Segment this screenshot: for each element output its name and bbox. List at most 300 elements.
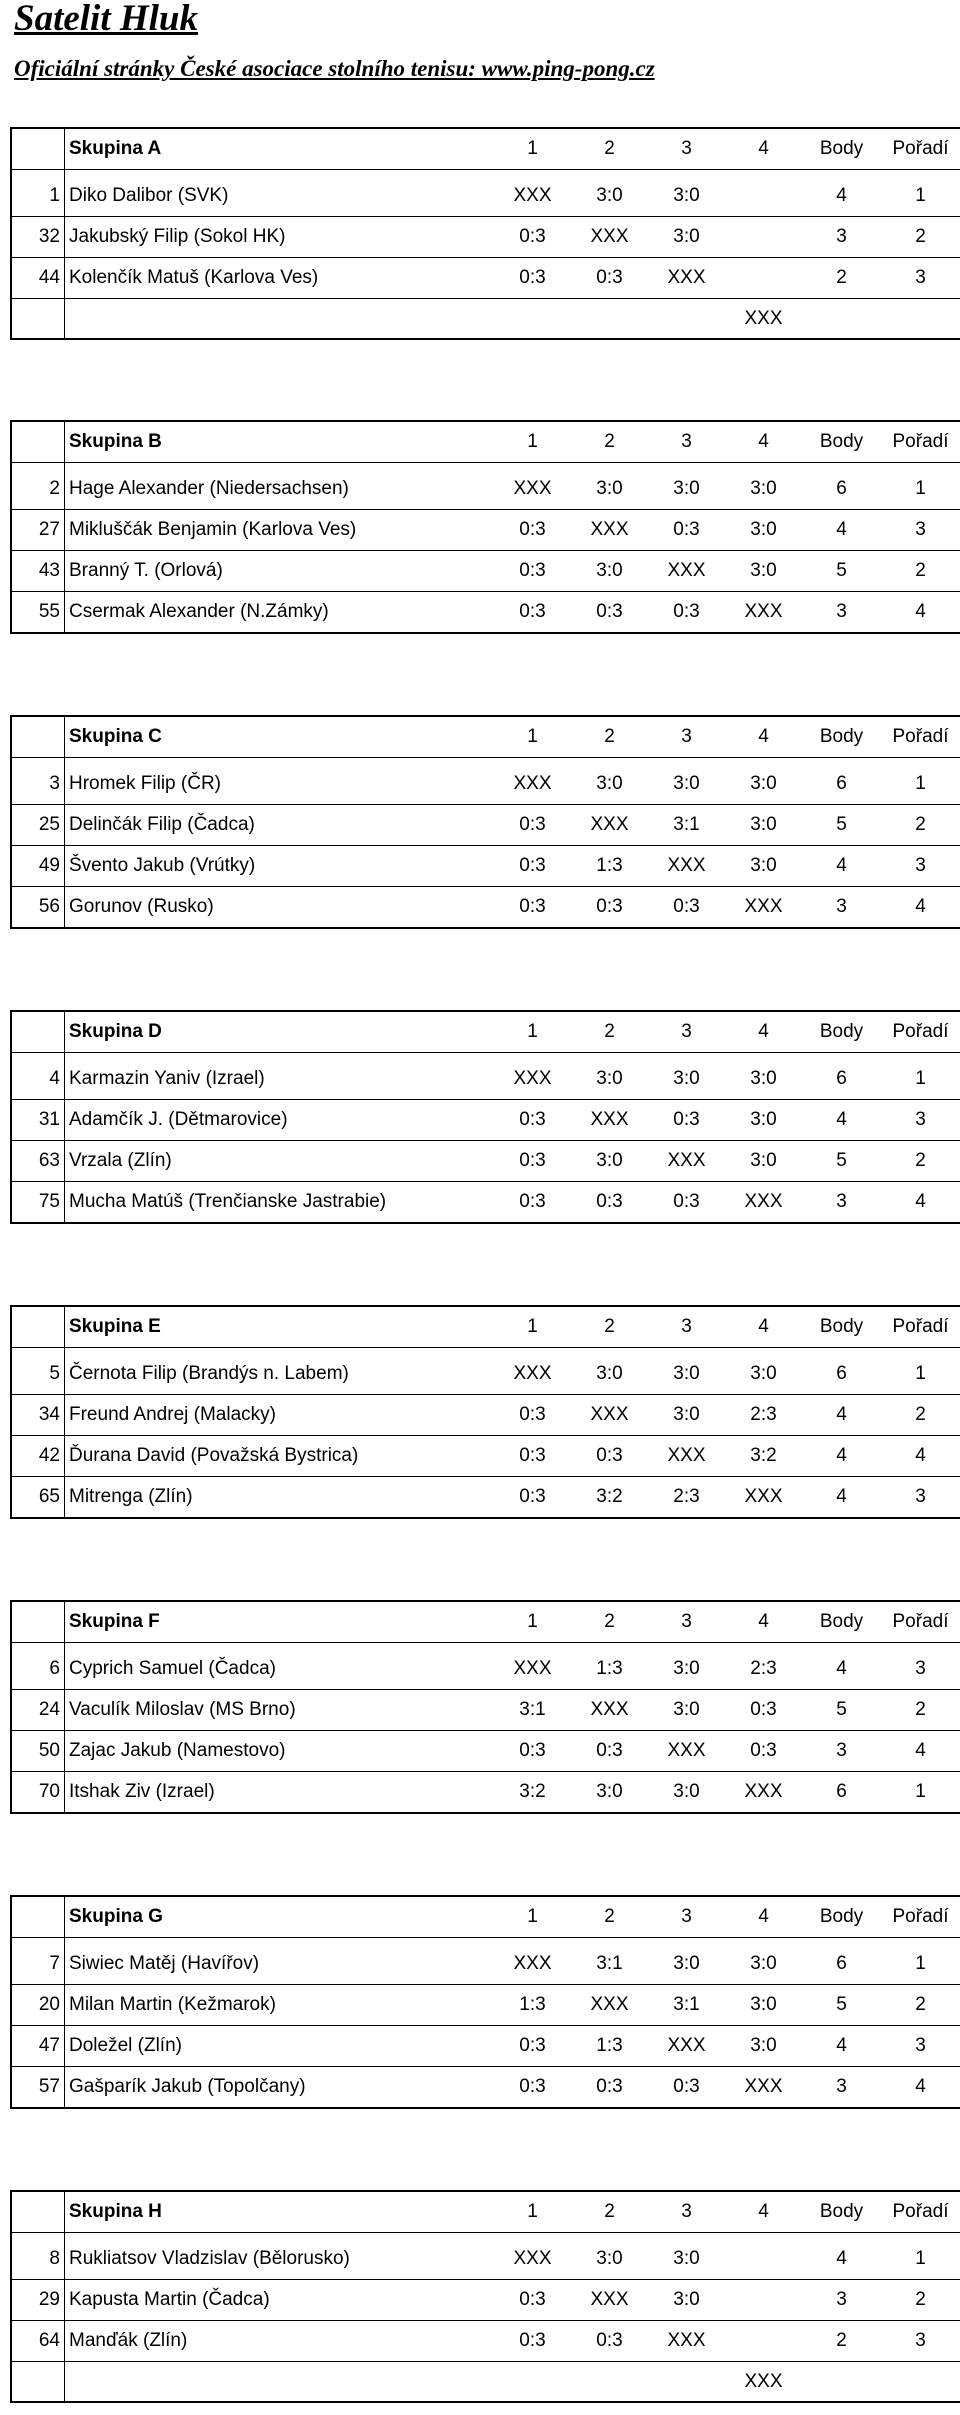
player-row bbox=[11, 1354, 960, 1395]
result-vs-2: 3:1 bbox=[571, 1944, 648, 1985]
player-number: 29 bbox=[11, 2280, 65, 2321]
group-name: Skupina G bbox=[65, 1896, 495, 1938]
player-row bbox=[11, 1649, 960, 1690]
result-vs-3: 3:0 bbox=[648, 1772, 725, 1814]
player-name: Hromek Filip (ČR) bbox=[65, 764, 495, 805]
result-vs-2: XXX bbox=[571, 1395, 648, 1436]
player-points: 3 bbox=[802, 1731, 881, 1772]
player-row bbox=[11, 764, 960, 805]
header-col-3: 3 bbox=[648, 128, 725, 170]
header-number bbox=[11, 1896, 65, 1938]
result-vs-2: 3:0 bbox=[571, 1354, 648, 1395]
player-rank: 1 bbox=[881, 1772, 960, 1814]
group-table bbox=[10, 1600, 960, 1814]
header-col-4: 4 bbox=[725, 1601, 802, 1643]
header-poradi: Pořadí bbox=[881, 1896, 960, 1938]
player-row bbox=[11, 1395, 960, 1436]
player-name: Milan Martin (Kežmarok) bbox=[65, 1985, 495, 2026]
result-vs-4 bbox=[725, 2280, 802, 2321]
player-rank: 3 bbox=[881, 2321, 960, 2362]
header-poradi: Pořadí bbox=[881, 1011, 960, 1053]
header-col-4: 4 bbox=[725, 2191, 802, 2233]
result-vs-1: 0:3 bbox=[494, 887, 571, 929]
player-rank: 4 bbox=[881, 592, 960, 634]
player-number: 2 bbox=[11, 469, 65, 510]
extra-cell bbox=[802, 2362, 881, 2403]
player-points: 5 bbox=[802, 551, 881, 592]
group-table bbox=[10, 1010, 960, 1224]
player-points: 4 bbox=[802, 2239, 881, 2280]
group-a bbox=[10, 127, 953, 340]
player-row bbox=[11, 1436, 960, 1477]
header-col-1: 1 bbox=[494, 128, 571, 170]
player-row bbox=[11, 2321, 960, 2362]
player-row bbox=[11, 846, 960, 887]
player-name: Jakubský Filip (Sokol HK) bbox=[65, 217, 495, 258]
player-rank: 4 bbox=[881, 2067, 960, 2109]
player-row bbox=[11, 510, 960, 551]
result-vs-3: 3:0 bbox=[648, 217, 725, 258]
result-vs-2: 3:0 bbox=[571, 551, 648, 592]
group-header-row bbox=[11, 421, 960, 463]
player-points: 6 bbox=[802, 469, 881, 510]
result-vs-3: XXX bbox=[648, 1141, 725, 1182]
player-number: 56 bbox=[11, 887, 65, 929]
result-vs-3: 3:1 bbox=[648, 1985, 725, 2026]
player-row bbox=[11, 805, 960, 846]
player-row bbox=[11, 1772, 960, 1814]
player-name: Vrzala (Zlín) bbox=[65, 1141, 495, 1182]
player-number: 55 bbox=[11, 592, 65, 634]
group-b bbox=[10, 420, 953, 634]
player-name: Delinčák Filip (Čadca) bbox=[65, 805, 495, 846]
group-table bbox=[10, 1895, 960, 2109]
header-col-1: 1 bbox=[494, 1896, 571, 1938]
player-row bbox=[11, 1477, 960, 1519]
player-row bbox=[11, 2067, 960, 2109]
player-row bbox=[11, 1182, 960, 1224]
group-name: Skupina B bbox=[65, 421, 495, 463]
player-rank: 4 bbox=[881, 887, 960, 929]
player-rank: 2 bbox=[881, 551, 960, 592]
result-vs-2: XXX bbox=[571, 2280, 648, 2321]
header-poradi: Pořadí bbox=[881, 2191, 960, 2233]
result-vs-4 bbox=[725, 2239, 802, 2280]
player-points: 3 bbox=[802, 217, 881, 258]
result-vs-2: XXX bbox=[571, 217, 648, 258]
result-vs-3: XXX bbox=[648, 1436, 725, 1477]
player-name: Švento Jakub (Vrútky) bbox=[65, 846, 495, 887]
result-vs-1: XXX bbox=[494, 2239, 571, 2280]
player-name: Rukliatsov Vladzislav (Bělorusko) bbox=[65, 2239, 495, 2280]
result-vs-1: 0:3 bbox=[494, 2067, 571, 2109]
player-points: 6 bbox=[802, 764, 881, 805]
result-vs-3: XXX bbox=[648, 258, 725, 299]
player-number: 6 bbox=[11, 1649, 65, 1690]
header-col-4: 4 bbox=[725, 716, 802, 758]
player-rank: 2 bbox=[881, 1985, 960, 2026]
player-row bbox=[11, 1141, 960, 1182]
result-vs-2: 3:0 bbox=[571, 1059, 648, 1100]
extra-cell bbox=[802, 299, 881, 340]
player-rank: 3 bbox=[881, 258, 960, 299]
player-points: 5 bbox=[802, 805, 881, 846]
result-vs-1: 0:3 bbox=[494, 2280, 571, 2321]
result-vs-1: 0:3 bbox=[494, 1100, 571, 1141]
result-vs-1: 3:2 bbox=[494, 1772, 571, 1814]
player-points: 4 bbox=[802, 846, 881, 887]
result-vs-3: XXX bbox=[648, 551, 725, 592]
player-points: 2 bbox=[802, 258, 881, 299]
result-vs-4: 3:0 bbox=[725, 846, 802, 887]
extra-cell bbox=[571, 299, 648, 340]
result-vs-1: XXX bbox=[494, 1649, 571, 1690]
header-col-1: 1 bbox=[494, 2191, 571, 2233]
result-vs-3: 3:0 bbox=[648, 764, 725, 805]
header-col-3: 3 bbox=[648, 1306, 725, 1348]
player-name: Adamčík J. (Dětmarovice) bbox=[65, 1100, 495, 1141]
player-points: 3 bbox=[802, 1182, 881, 1224]
player-number: 50 bbox=[11, 1731, 65, 1772]
player-number: 4 bbox=[11, 1059, 65, 1100]
group-g bbox=[10, 1895, 953, 2109]
result-vs-1: XXX bbox=[494, 1944, 571, 1985]
result-vs-3: XXX bbox=[648, 2026, 725, 2067]
player-number: 7 bbox=[11, 1944, 65, 1985]
group-name: Skupina D bbox=[65, 1011, 495, 1053]
player-row bbox=[11, 1059, 960, 1100]
group-table bbox=[10, 2190, 960, 2403]
extra-cell bbox=[65, 2362, 495, 2403]
header-col-3: 3 bbox=[648, 1896, 725, 1938]
result-vs-2: 0:3 bbox=[571, 592, 648, 634]
result-vs-2: 3:0 bbox=[571, 764, 648, 805]
player-number: 27 bbox=[11, 510, 65, 551]
result-vs-1: 0:3 bbox=[494, 258, 571, 299]
result-vs-3: 0:3 bbox=[648, 1100, 725, 1141]
player-number: 31 bbox=[11, 1100, 65, 1141]
result-vs-2: 3:2 bbox=[571, 1477, 648, 1519]
player-rank: 4 bbox=[881, 1731, 960, 1772]
header-col-2: 2 bbox=[571, 421, 648, 463]
result-vs-4: 3:0 bbox=[725, 1100, 802, 1141]
header-body: Body bbox=[802, 2191, 881, 2233]
result-vs-4: 0:3 bbox=[725, 1690, 802, 1731]
header-poradi: Pořadí bbox=[881, 1601, 960, 1643]
player-number: 3 bbox=[11, 764, 65, 805]
result-vs-4: XXX bbox=[725, 1477, 802, 1519]
result-vs-3: 0:3 bbox=[648, 887, 725, 929]
player-name: Mucha Matúš (Trenčianske Jastrabie) bbox=[65, 1182, 495, 1224]
header-col-4: 4 bbox=[725, 1011, 802, 1053]
player-rank: 1 bbox=[881, 764, 960, 805]
result-vs-2: XXX bbox=[571, 805, 648, 846]
player-points: 5 bbox=[802, 1985, 881, 2026]
result-vs-3: 3:0 bbox=[648, 1690, 725, 1731]
extra-xxx-cell: XXX bbox=[725, 299, 802, 340]
result-vs-4: 2:3 bbox=[725, 1395, 802, 1436]
result-vs-3: 3:0 bbox=[648, 176, 725, 217]
page-subtitle: Oficiální stránky České asociace stolního tenisu: www.ping-pong.cz bbox=[14, 56, 655, 81]
header-body: Body bbox=[802, 421, 881, 463]
player-points: 6 bbox=[802, 1772, 881, 1814]
result-vs-2: XXX bbox=[571, 510, 648, 551]
result-vs-2: 3:0 bbox=[571, 1141, 648, 1182]
result-vs-3: 3:1 bbox=[648, 805, 725, 846]
result-vs-2: XXX bbox=[571, 1100, 648, 1141]
player-row bbox=[11, 2026, 960, 2067]
result-vs-4 bbox=[725, 258, 802, 299]
extra-row bbox=[11, 299, 960, 340]
result-vs-3: XXX bbox=[648, 1731, 725, 1772]
player-points: 3 bbox=[802, 2067, 881, 2109]
result-vs-3: 0:3 bbox=[648, 592, 725, 634]
header-number bbox=[11, 1011, 65, 1053]
player-name: Siwiec Matěj (Havířov) bbox=[65, 1944, 495, 1985]
result-vs-4: 3:0 bbox=[725, 805, 802, 846]
player-name: Vaculík Miloslav (MS Brno) bbox=[65, 1690, 495, 1731]
result-vs-4: XXX bbox=[725, 887, 802, 929]
group-table bbox=[10, 420, 960, 634]
player-rank: 4 bbox=[881, 1182, 960, 1224]
header-number bbox=[11, 716, 65, 758]
player-number: 25 bbox=[11, 805, 65, 846]
result-vs-1: 0:3 bbox=[494, 2321, 571, 2362]
player-number: 34 bbox=[11, 1395, 65, 1436]
player-number: 8 bbox=[11, 2239, 65, 2280]
player-row bbox=[11, 1731, 960, 1772]
player-rank: 3 bbox=[881, 1477, 960, 1519]
result-vs-3: 0:3 bbox=[648, 510, 725, 551]
result-vs-4: 3:0 bbox=[725, 1985, 802, 2026]
extra-cell bbox=[571, 2362, 648, 2403]
result-vs-1: XXX bbox=[494, 764, 571, 805]
player-number: 49 bbox=[11, 846, 65, 887]
player-number: 1 bbox=[11, 176, 65, 217]
player-row bbox=[11, 592, 960, 634]
header-number bbox=[11, 2191, 65, 2233]
player-name: Itshak Ziv (Izrael) bbox=[65, 1772, 495, 1814]
player-row bbox=[11, 1100, 960, 1141]
group-header-row bbox=[11, 1601, 960, 1643]
player-number: 44 bbox=[11, 258, 65, 299]
result-vs-3: 3:0 bbox=[648, 2280, 725, 2321]
group-table bbox=[10, 127, 960, 340]
result-vs-4: 3:0 bbox=[725, 1141, 802, 1182]
player-name: Gašparík Jakub (Topolčany) bbox=[65, 2067, 495, 2109]
player-points: 3 bbox=[802, 592, 881, 634]
result-vs-3: XXX bbox=[648, 846, 725, 887]
player-points: 4 bbox=[802, 2026, 881, 2067]
result-vs-4: 0:3 bbox=[725, 1731, 802, 1772]
group-header-row bbox=[11, 1896, 960, 1938]
result-vs-1: 0:3 bbox=[494, 2026, 571, 2067]
result-vs-4: 3:0 bbox=[725, 1354, 802, 1395]
result-vs-1: XXX bbox=[494, 1059, 571, 1100]
header-col-4: 4 bbox=[725, 128, 802, 170]
group-table bbox=[10, 1305, 960, 1519]
player-name: Freund Andrej (Malacky) bbox=[65, 1395, 495, 1436]
player-row bbox=[11, 217, 960, 258]
result-vs-1: 0:3 bbox=[494, 551, 571, 592]
result-vs-1: 0:3 bbox=[494, 1141, 571, 1182]
page-header bbox=[14, 0, 944, 82]
extra-cell bbox=[881, 2362, 960, 2403]
result-vs-2: XXX bbox=[571, 1985, 648, 2026]
player-number: 42 bbox=[11, 1436, 65, 1477]
result-vs-1: 0:3 bbox=[494, 510, 571, 551]
result-vs-3: 3:0 bbox=[648, 1944, 725, 1985]
header-col-1: 1 bbox=[494, 716, 571, 758]
player-points: 4 bbox=[802, 1649, 881, 1690]
player-name: Černota Filip (Brandýs n. Labem) bbox=[65, 1354, 495, 1395]
result-vs-2: 1:3 bbox=[571, 2026, 648, 2067]
header-col-2: 2 bbox=[571, 716, 648, 758]
player-row bbox=[11, 1944, 960, 1985]
player-name: Mikluščák Benjamin (Karlova Ves) bbox=[65, 510, 495, 551]
player-row bbox=[11, 469, 960, 510]
header-body: Body bbox=[802, 1011, 881, 1053]
result-vs-2: 3:0 bbox=[571, 469, 648, 510]
result-vs-4: XXX bbox=[725, 1182, 802, 1224]
group-name: Skupina F bbox=[65, 1601, 495, 1643]
extra-cell bbox=[881, 299, 960, 340]
player-name: Karmazin Yaniv (Izrael) bbox=[65, 1059, 495, 1100]
header-poradi: Pořadí bbox=[881, 421, 960, 463]
extra-xxx-cell: XXX bbox=[725, 2362, 802, 2403]
player-number: 20 bbox=[11, 1985, 65, 2026]
header-col-4: 4 bbox=[725, 1896, 802, 1938]
result-vs-1: XXX bbox=[494, 176, 571, 217]
extra-cell bbox=[494, 2362, 571, 2403]
header-col-1: 1 bbox=[494, 1011, 571, 1053]
player-row bbox=[11, 2239, 960, 2280]
player-rank: 3 bbox=[881, 510, 960, 551]
result-vs-2: 0:3 bbox=[571, 2321, 648, 2362]
player-rank: 3 bbox=[881, 2026, 960, 2067]
result-vs-2: 0:3 bbox=[571, 1182, 648, 1224]
header-number bbox=[11, 421, 65, 463]
result-vs-2: 3:0 bbox=[571, 176, 648, 217]
player-name: Zajac Jakub (Namestovo) bbox=[65, 1731, 495, 1772]
player-number: 32 bbox=[11, 217, 65, 258]
header-col-3: 3 bbox=[648, 1601, 725, 1643]
player-rank: 1 bbox=[881, 1059, 960, 1100]
extra-cell bbox=[648, 2362, 725, 2403]
result-vs-4 bbox=[725, 2321, 802, 2362]
player-row bbox=[11, 551, 960, 592]
player-number: 47 bbox=[11, 2026, 65, 2067]
result-vs-2: 0:3 bbox=[571, 887, 648, 929]
header-poradi: Pořadí bbox=[881, 128, 960, 170]
header-col-3: 3 bbox=[648, 716, 725, 758]
result-vs-1: 0:3 bbox=[494, 592, 571, 634]
header-poradi: Pořadí bbox=[881, 716, 960, 758]
result-vs-4: 3:0 bbox=[725, 551, 802, 592]
result-vs-1: 0:3 bbox=[494, 805, 571, 846]
player-row bbox=[11, 258, 960, 299]
player-rank: 2 bbox=[881, 1690, 960, 1731]
result-vs-4: XXX bbox=[725, 2067, 802, 2109]
group-header-row bbox=[11, 128, 960, 170]
result-vs-2: 3:0 bbox=[571, 2239, 648, 2280]
player-name: Doležel (Zlín) bbox=[65, 2026, 495, 2067]
result-vs-1: 0:3 bbox=[494, 846, 571, 887]
group-name: Skupina E bbox=[65, 1306, 495, 1348]
group-name: Skupina A bbox=[65, 128, 495, 170]
group-header-row bbox=[11, 1306, 960, 1348]
player-rank: 3 bbox=[881, 1100, 960, 1141]
header-col-2: 2 bbox=[571, 2191, 648, 2233]
extra-row bbox=[11, 2362, 960, 2403]
result-vs-2: 0:3 bbox=[571, 1436, 648, 1477]
result-vs-4: XXX bbox=[725, 592, 802, 634]
result-vs-4: XXX bbox=[725, 1772, 802, 1814]
player-points: 6 bbox=[802, 1944, 881, 1985]
player-rank: 1 bbox=[881, 176, 960, 217]
player-row bbox=[11, 887, 960, 929]
result-vs-2: 0:3 bbox=[571, 1731, 648, 1772]
group-header-row bbox=[11, 1011, 960, 1053]
result-vs-2: 3:0 bbox=[571, 1772, 648, 1814]
player-name: Mitrenga (Zlín) bbox=[65, 1477, 495, 1519]
player-points: 4 bbox=[802, 1100, 881, 1141]
result-vs-1: 1:3 bbox=[494, 1985, 571, 2026]
extra-cell bbox=[648, 299, 725, 340]
result-vs-2: XXX bbox=[571, 1690, 648, 1731]
result-vs-1: 0:3 bbox=[494, 217, 571, 258]
result-vs-2: 1:3 bbox=[571, 846, 648, 887]
player-name: Diko Dalibor (SVK) bbox=[65, 176, 495, 217]
result-vs-1: XXX bbox=[494, 1354, 571, 1395]
result-vs-4: 2:3 bbox=[725, 1649, 802, 1690]
header-col-1: 1 bbox=[494, 1601, 571, 1643]
extra-cell bbox=[494, 299, 571, 340]
result-vs-4: 3:0 bbox=[725, 1059, 802, 1100]
player-name: Kapusta Martin (Čadca) bbox=[65, 2280, 495, 2321]
result-vs-3: 3:0 bbox=[648, 1649, 725, 1690]
result-vs-3: 2:3 bbox=[648, 1477, 725, 1519]
player-row bbox=[11, 2280, 960, 2321]
result-vs-4 bbox=[725, 217, 802, 258]
player-rank: 2 bbox=[881, 1395, 960, 1436]
group-h bbox=[10, 2190, 953, 2403]
header-col-3: 3 bbox=[648, 1011, 725, 1053]
header-col-2: 2 bbox=[571, 1011, 648, 1053]
header-col-2: 2 bbox=[571, 1306, 648, 1348]
result-vs-4 bbox=[725, 176, 802, 217]
header-body: Body bbox=[802, 1306, 881, 1348]
header-col-2: 2 bbox=[571, 1601, 648, 1643]
player-name: Hage Alexander (Niedersachsen) bbox=[65, 469, 495, 510]
extra-cell bbox=[65, 299, 495, 340]
player-rank: 2 bbox=[881, 2280, 960, 2321]
header-col-2: 2 bbox=[571, 128, 648, 170]
player-row bbox=[11, 1985, 960, 2026]
result-vs-3: 3:0 bbox=[648, 2239, 725, 2280]
result-vs-4: 3:0 bbox=[725, 764, 802, 805]
player-rank: 1 bbox=[881, 469, 960, 510]
header-col-1: 1 bbox=[494, 421, 571, 463]
group-d bbox=[10, 1010, 953, 1224]
player-name: Csermak Alexander (N.Zámky) bbox=[65, 592, 495, 634]
player-number: 43 bbox=[11, 551, 65, 592]
result-vs-4: 3:0 bbox=[725, 1944, 802, 1985]
player-number: 5 bbox=[11, 1354, 65, 1395]
result-vs-4: 3:0 bbox=[725, 510, 802, 551]
player-rank: 1 bbox=[881, 1944, 960, 1985]
extra-cell bbox=[11, 299, 65, 340]
